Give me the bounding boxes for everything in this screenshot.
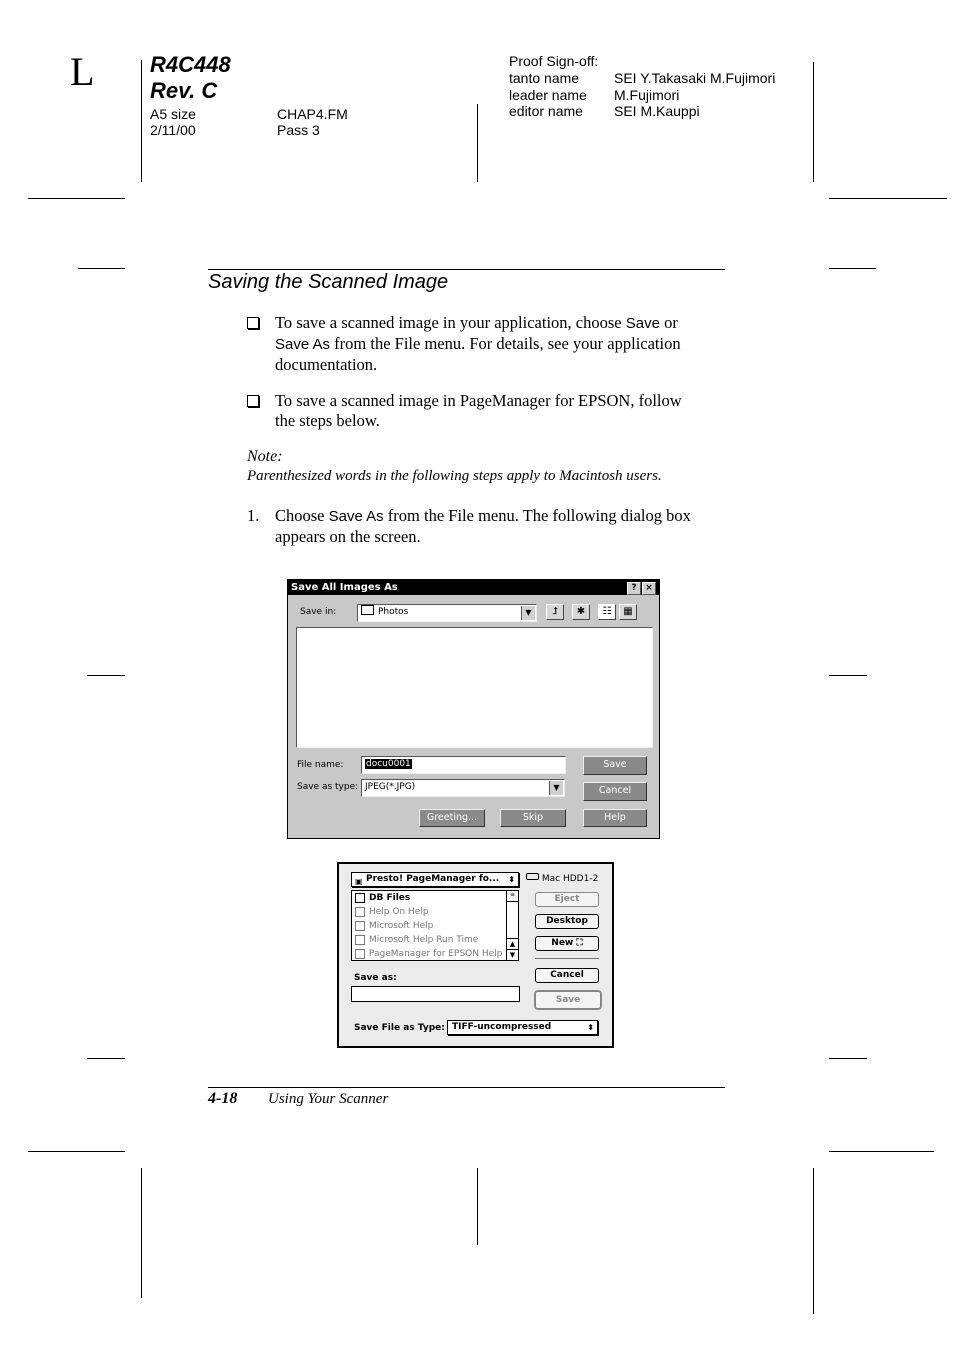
list-item[interactable]: Help On Help	[352, 905, 518, 919]
save-in-value: Photos	[378, 607, 409, 617]
greeting-button[interactable]: Greeting...	[419, 809, 485, 827]
divider	[535, 958, 599, 959]
crop-mark	[477, 1168, 478, 1245]
save-type-value: TIFF-uncompressed	[452, 1022, 552, 1032]
list-item[interactable]: Microsoft Help	[352, 919, 518, 933]
ui-term-save-as: Save As	[328, 508, 384, 525]
new-folder-icon[interactable]: ✱	[572, 604, 590, 620]
new-folder-label: New	[551, 938, 574, 948]
doc-title	[150, 52, 231, 104]
file-list[interactable]	[351, 890, 519, 961]
crop-mark	[477, 104, 478, 182]
list-scrollbar[interactable]	[506, 891, 518, 960]
mac-save-dialog	[337, 862, 614, 1048]
list-view-icon[interactable]: ☷	[598, 604, 616, 620]
folder-popup-label: Presto! PageManager fo...	[366, 874, 500, 884]
eject-button[interactable]: Eject	[535, 892, 599, 907]
updown-arrow-icon: ⬍	[587, 1023, 594, 1032]
updown-arrow-icon: ⬍	[508, 875, 515, 884]
crop-mark	[28, 198, 125, 199]
pass-label: Pass 3	[277, 122, 320, 138]
footer-rule	[208, 1087, 725, 1088]
details-view-icon[interactable]: ▦	[619, 604, 637, 620]
scroll-up-icon[interactable]: ▲	[507, 938, 518, 949]
file-name-input[interactable]	[361, 756, 566, 774]
section-title: Saving the Scanned Image	[208, 271, 449, 293]
chapter-title: Using Your Scanner	[268, 1091, 389, 1107]
editor-label: editor name	[509, 103, 583, 119]
folder-popup[interactable]	[351, 872, 519, 887]
ui-term-save: Save	[625, 315, 660, 332]
dialog-title: Save All Images As	[291, 582, 398, 593]
page-number: 4-18	[208, 1090, 238, 1107]
file-name-value: docu0001	[366, 759, 411, 769]
crop-mark	[829, 198, 947, 199]
leader-value: M.Fujimori	[614, 87, 680, 103]
new-folder-button[interactable]	[535, 936, 599, 951]
save-as-type-label: Save as type:	[297, 782, 359, 792]
save-type-label: Save File as Type:	[354, 1023, 445, 1033]
save-button[interactable]: Save	[535, 991, 601, 1009]
file-label: CHAP4.FM	[277, 106, 348, 122]
crop-mark	[141, 1168, 142, 1298]
scroll-down-icon[interactable]: ▼	[507, 949, 518, 960]
size-label: A5 size	[150, 106, 196, 122]
crop-mark	[87, 675, 125, 676]
cancel-button[interactable]: Cancel	[535, 968, 599, 983]
folder-icon	[355, 893, 365, 903]
bullet-2: To save a scanned image in PageManager for EPSON, follow the steps below.	[275, 391, 682, 430]
up-folder-icon[interactable]: ⮥	[546, 604, 564, 620]
crop-mark	[829, 1151, 934, 1152]
crop-mark	[813, 1168, 814, 1314]
leader-label: leader name	[509, 87, 587, 103]
crop-mark	[813, 62, 814, 182]
corner-letter: L	[70, 49, 95, 94]
desktop-button[interactable]: Desktop	[535, 914, 599, 929]
folder-icon: ▣	[355, 877, 363, 886]
skip-button[interactable]: Skip	[500, 809, 566, 827]
doc-title-line1: R4C448	[150, 52, 231, 77]
note-label: Note:	[247, 448, 283, 465]
document-icon	[355, 935, 365, 945]
save-in-label: Save in:	[300, 607, 337, 617]
bullet-checkbox-icon	[247, 317, 259, 329]
doc-title-line2: Rev. C	[150, 78, 218, 103]
ui-term-save-as: Save As	[275, 336, 331, 353]
cancel-button[interactable]: Cancel	[583, 782, 647, 801]
file-name-label: File name:	[297, 760, 344, 770]
editor-value: SEI M.Kauppi	[614, 103, 700, 119]
date-label: 2/11/00	[150, 122, 196, 138]
save-as-input[interactable]	[351, 986, 520, 1002]
document-icon	[355, 907, 365, 917]
proof-signoff-label: Proof Sign-off:	[509, 53, 599, 69]
step-1-text: Choose Save As from the File menu. The following dialog box appears on the screen.	[275, 506, 691, 546]
save-in-dropdown[interactable]	[357, 604, 537, 622]
disk-icon	[526, 873, 539, 880]
save-as-label: Save as:	[354, 973, 397, 983]
new-folder-icon: ⛶	[576, 938, 583, 948]
dropdown-arrow-icon[interactable]: ▼	[521, 606, 535, 620]
note-text: Parenthesized words in the following steps apply to Macintosh users.	[247, 468, 662, 484]
help-text-button[interactable]: Help	[583, 809, 647, 827]
tanto-label: tanto name	[509, 70, 580, 86]
save-button[interactable]: Save	[583, 756, 647, 775]
document-icon	[355, 921, 365, 931]
folder-icon	[361, 605, 374, 615]
file-list-area[interactable]	[296, 627, 653, 748]
crop-mark	[829, 675, 867, 676]
crop-mark	[141, 60, 142, 182]
list-item[interactable]: Microsoft Help Run Time	[352, 933, 518, 947]
dialog-title-bar	[288, 580, 659, 595]
save-type-popup[interactable]	[447, 1020, 598, 1035]
dropdown-arrow-icon[interactable]: ▼	[549, 781, 563, 795]
close-button[interactable]: ×	[642, 582, 656, 595]
crop-mark	[28, 1151, 125, 1152]
document-icon	[355, 949, 365, 959]
disk-name: Mac HDD1-2	[541, 874, 599, 884]
crop-mark	[829, 268, 876, 269]
crop-mark	[78, 268, 125, 269]
list-item[interactable]: PageManager for EPSON Help	[352, 947, 518, 961]
save-as-type-dropdown[interactable]	[361, 779, 565, 797]
scroll-thumb[interactable]: ≡	[507, 891, 518, 902]
help-button[interactable]: ?	[627, 582, 641, 595]
tanto-value: SEI Y.Takasaki M.Fujimori	[614, 70, 776, 86]
crop-mark	[829, 1058, 867, 1059]
section-rule	[208, 269, 725, 270]
bullet-checkbox-icon	[247, 395, 259, 407]
list-item[interactable]: DB Files	[352, 891, 518, 905]
windows-save-dialog	[287, 579, 660, 839]
disk-label	[526, 873, 598, 886]
save-as-type-value: JPEG(*.JPG)	[365, 782, 416, 792]
bullet-1: To save a scanned image in your application, choose Save or Save As from the File menu. For details, see your application documentation.	[275, 313, 681, 374]
crop-mark	[87, 1058, 125, 1059]
step-number: 1.	[247, 506, 260, 525]
